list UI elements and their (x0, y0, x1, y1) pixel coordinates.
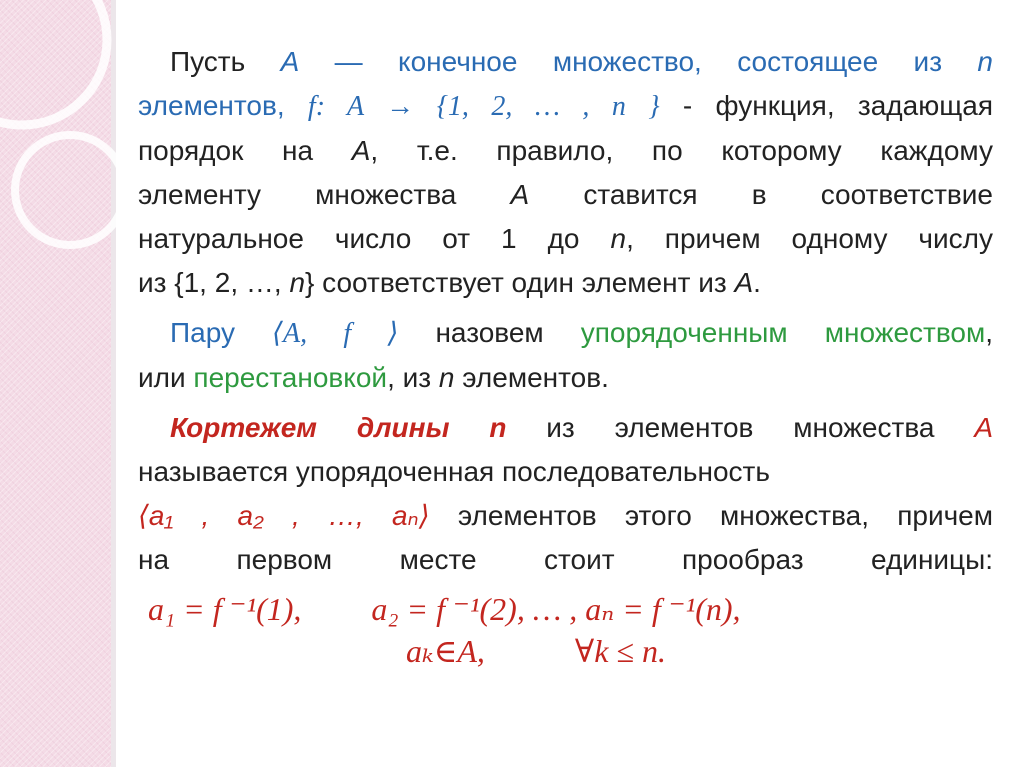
text-line: называется упорядоченная последовательность (138, 456, 770, 487)
text-line: натуральное число от 1 до n, причем одному числу (138, 223, 993, 254)
text-line: Пару ⟨A, f ⟩ назовем упорядоченным множеством, (170, 317, 994, 349)
decor-ring-large (0, 0, 107, 125)
text-line: элементов, f: A → {1, 2, … , n } - функция, задающая (138, 90, 993, 122)
formula-line-preimages (138, 588, 993, 630)
paragraph-definition-order (138, 40, 993, 305)
text-line: порядок на A, т.е. правило, по которому каждому (138, 135, 993, 166)
formula-a1: a₁ = f ⁻¹(1), (148, 591, 302, 627)
text-line: Кортежем длины n из элементов множества A (170, 412, 993, 443)
decor-ring-medium (15, 135, 125, 245)
paragraph-definition-tuple (138, 406, 993, 582)
formula-forall-k: ∀k ≤ n. (574, 633, 666, 669)
formula-line-membership (138, 630, 993, 672)
text-line: ⟨a₁ , a₂ , …, aₙ⟩ элементов этого множества, причем (138, 500, 993, 531)
formula-ak-in-a: aₖ∈A, (406, 633, 485, 669)
paragraph-definition-permutation (138, 311, 993, 400)
text-line: на первом месте стоит прообраз единицы: (138, 544, 993, 575)
slide-content (138, 40, 993, 672)
text-line: элементу множества A ставится в соответствие (138, 179, 994, 210)
text-line: из {1, 2, …, n} соответствует один элемент из A. (138, 267, 761, 298)
text-line: Пусть A — конечное множество, состоящее из n (170, 46, 993, 77)
text-line: или перестановкой, из n элементов. (138, 362, 609, 393)
formula-a2-an: a₂ = f ⁻¹(2), … , aₙ = f ⁻¹(n), (371, 591, 741, 627)
decorative-rings (0, 0, 160, 330)
